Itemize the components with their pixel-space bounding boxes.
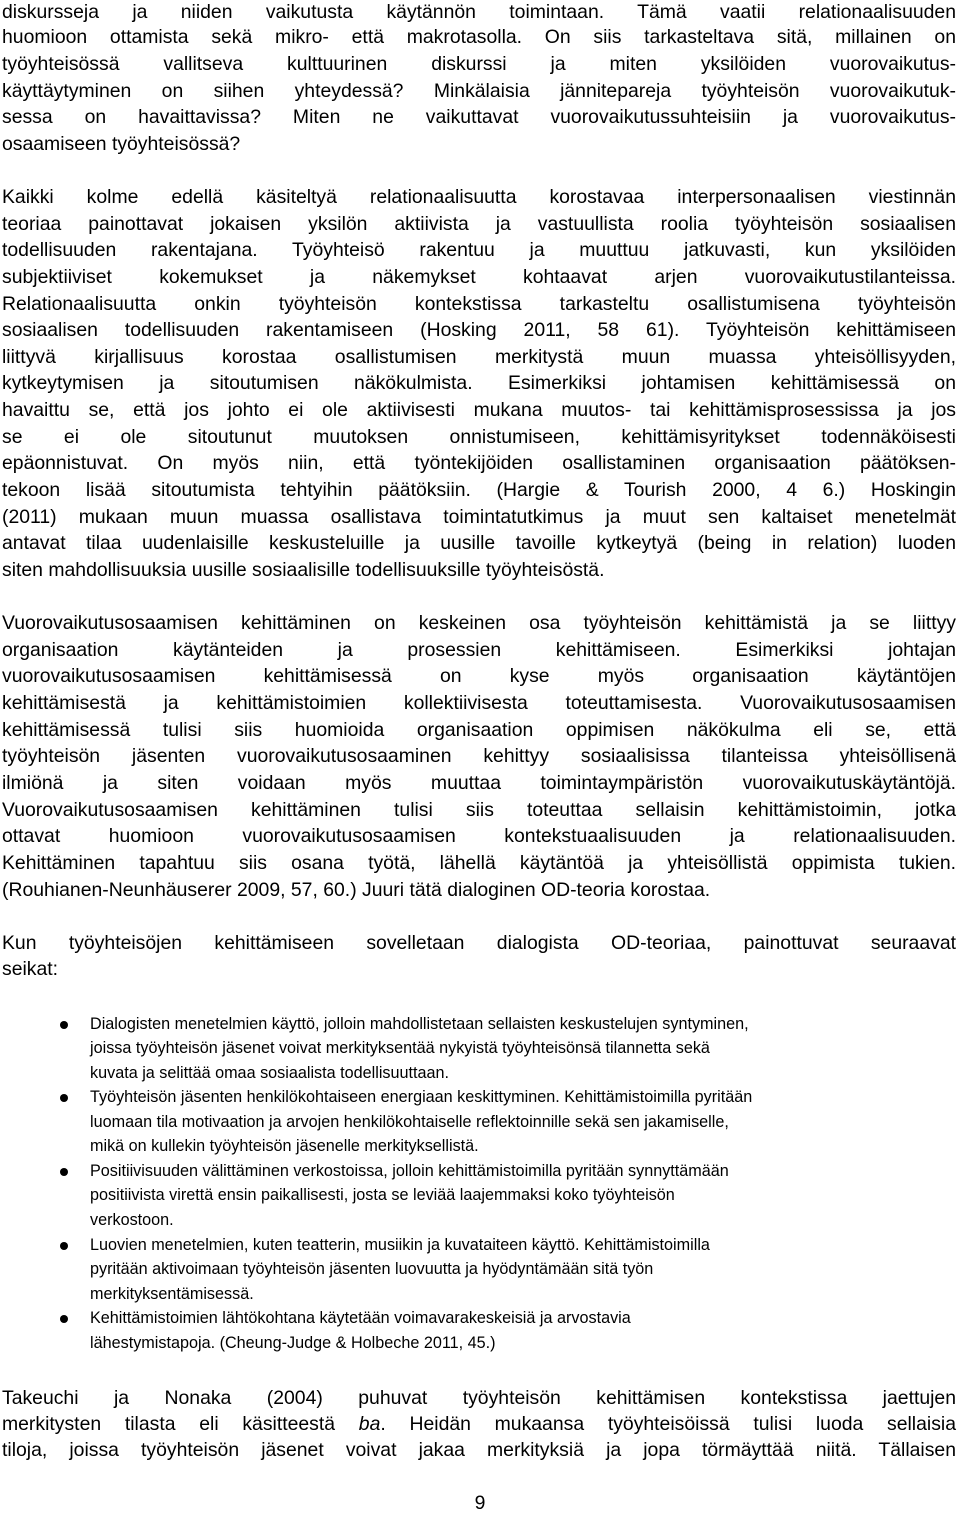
list-item-line: Luovien menetelmien, kuten teatterin, musiikin ja kuvataiteen käyttö. Kehittämistoimilla <box>90 1236 710 1254</box>
bullet-icon <box>60 1168 68 1176</box>
text-line: huomioon ottamista sekä mikro- että makrotasolla. On siis tarkasteltava sitä, millainen on <box>2 26 956 48</box>
text-line: Kehittäminen tapahtuu siis osana työtä, lähellä käytäntöä ja yhteisöllistä oppimista tukien. <box>2 852 956 874</box>
text-line: sessa on havaittavissa? Miten ne vaikuttavat vuorovaikutussuhteisiin ja vuorovaikutus- <box>2 106 956 128</box>
list-item-line: Kehittämistoimien lähtökohtana käytetään voimavarakeskeisiä ja arvostavia <box>90 1309 631 1327</box>
list-item-line: Työyhteisön jäsenten henkilökohtaiseen energiaan keskittyminen. Kehittämistoimilla pyritään <box>90 1088 753 1106</box>
text-line <box>2 1411 956 1437</box>
text-line: liittyvä kirjallisuus korostaa osallistumisen merkitystä muun muassa yhteisöllisyyden, <box>2 346 956 368</box>
text-line: työyhteisön jäsenten vuorovaikutusosaaminen kehittyy sosiaalisissa tilanteissa yhteisöllisenä <box>2 745 956 767</box>
list-item-line: kuvata ja selittää omaa sosiaalista todellisuuttaan. <box>90 1064 450 1082</box>
text-line: ilmiönä ja siten voidaan myös muuttaa toimintaympäristön vuorovaikutuskäytäntöjä. <box>2 772 956 794</box>
text-line: tiloja, joissa työyhteisön jäsenet voivat jakaa merkityksiä ja jopa törmäyttää niitä. Tällaisen <box>2 1439 956 1461</box>
list-item-line: Dialogisten menetelmien käyttö, jolloin mahdollistetaan sellaisten keskustelujen syntyminen, <box>90 1015 749 1033</box>
text-line: Relationaalisuutta onkin työyhteisön kontekstissa tarkasteltu osallistumisena työyhteisön <box>2 293 956 315</box>
text-line: seikat: <box>2 958 59 980</box>
list-item-line: Positiivisuuden välittäminen verkostoissa, jolloin kehittämistoimilla pyritään synnyttämään <box>90 1162 729 1180</box>
list-item-line: mikä on kullekin työyhteisön jäsenelle merkityksellistä. <box>90 1137 479 1155</box>
text-line: organisaation käytänteiden ja prosessien kehittämiseen. Esimerkiksi johtajan <box>2 639 956 661</box>
text-line: (2011) mukaan muun muassa osallistava toimintatutkimus ja muut sen kaltaiset menetelmät <box>2 506 956 528</box>
list-item-line: joissa työyhteisön jäsenet voivat merkityksentää nykyistä työyhteisönsä tilannetta sekä <box>90 1039 710 1057</box>
list-item-line: luomaan tila motivaation ja arvojen henkilökohtaiselle reflektoinnille sekä sen jakamiselle, <box>90 1113 729 1131</box>
text-line: käyttäytyminen on siihen yhteydessä? Minkälaisia jännitepareja työyhteisön vuorovaikutuk- <box>2 80 956 102</box>
text-line: vuorovaikutusosaamisen kehittämisessä on kyse myös organisaation käytäntöjen <box>2 665 956 687</box>
text-line: Kaikki kolme edellä käsiteltyä relationaalisuutta korostavaa interpersonaalisen viestinnän <box>2 186 956 208</box>
bullet-icon <box>60 1315 68 1323</box>
text-line: subjektiiviset kokemukset ja näkemykset kohtaavat arjen vuorovaikutustilanteissa. <box>2 266 956 288</box>
text-line: diskursseja ja niiden vaikutusta käytännön toimintaan. Tämä vaatii relationaalisuuden <box>2 1 956 23</box>
text-line: kytkeytymisen ja sitoutumisen näkökulmista. Esimerkiksi johtamisen kehittämisessä on <box>2 372 956 394</box>
page-number: 9 <box>474 1492 486 1514</box>
text-line: se ei ole sitoutunut muutoksen onnistumiseen, kehittämisyritykset todennäköisesti <box>2 426 956 448</box>
text-line: Kun työyhteisöjen kehittämiseen sovelletaan dialogista OD-teoriaa, painottuvat seuraavat <box>2 932 956 954</box>
bullet-icon <box>60 1021 68 1029</box>
text-line: Takeuchi ja Nonaka (2004) puhuvat työyhteisön kehittämisen kontekstissa jaettujen <box>2 1387 956 1409</box>
list-item-line: positiivista virettä ensin paikallisesti, josta se leviää laajemmaksi koko työyhteisön <box>90 1186 675 1204</box>
text-line: Vuorovaikutusosaamisen kehittäminen on keskeinen osa työyhteisön kehittämistä ja se liittyy <box>2 612 956 634</box>
text-line: todellisuuden rakentajana. Työyhteisö rakentuu ja muuttuu jatkuvasti, kun yksilöiden <box>2 239 956 261</box>
list-item-line: pyritään aktivoimaan työyhteisön jäsenten luovuutta ja hyödyntämään sitä työn <box>90 1260 654 1278</box>
text-line: siten mahdollisuuksia uusille sosiaalisille todellisuuksille työyhteisöstä. <box>2 559 605 581</box>
text-line: osaamiseen työyhteisössä? <box>2 133 241 155</box>
text-line: tekoon lisää sitoutumista tehtyihin päätöksiin. (Hargie & Tourish 2000, 4 6.) Hoskingin <box>2 479 956 501</box>
text-line: työyhteisössä vallitseva kulttuurinen diskurssi ja miten yksilöiden vuorovaikutus- <box>2 53 956 75</box>
text-line: havaittu se, että jos johto ei ole aktiivisesti mukana muutos- tai kehittämisprosessissa ja jos <box>2 399 956 421</box>
text-line: Vuorovaikutusosaamisen kehittäminen tulisi siis toteuttaa sellaisin kehittämistoimin, jotka <box>2 799 956 821</box>
text-line: ottavat huomioon vuorovaikutusosaamisen kontekstuaalisuuden ja relationaalisuuden. <box>2 825 956 847</box>
text-span: . Heidän mukaansa työyhteisöissä tulisi luoda sellaisia <box>380 1413 956 1435</box>
list-item-line: verkostoon. <box>90 1211 174 1229</box>
list-item-line: merkityksentämisessä. <box>90 1285 254 1303</box>
bullet-icon <box>60 1242 68 1250</box>
text-line: epäonnistuvat. On myös niin, että työntekijöiden osallistaminen organisaation päätöksen- <box>2 452 956 474</box>
text-span: merkitysten tilasta eli käsitteestä <box>2 1413 359 1435</box>
text-line: kehittämisessä tulisi siis huomioida organisaation oppimisen näkökulma eli se, että <box>2 719 956 741</box>
text-line: antavat tilaa uudenlaisille keskusteluille ja uusille tavoille kytkeytyä (being in relation) luoden <box>2 532 956 554</box>
text-line: (Rouhianen-Neunhäuserer 2009, 57, 60.) Juuri tätä dialoginen OD-teoria korostaa. <box>2 879 711 901</box>
text-line: sosiaalisen todellisuuden rakentamiseen (Hosking 2011, 58 61). Työyhteisön kehittämiseen <box>2 319 956 341</box>
text-line: teoriaa painottavat jokaisen yksilön aktiivista ja vastuullista roolia työyhteisön sosiaalisen <box>2 213 956 235</box>
list-item-line: lähestymistapoja. (Cheung-Judge & Holbeche 2011, 45.) <box>90 1334 496 1352</box>
term-ba: ba <box>358 1413 381 1435</box>
bullet-icon <box>60 1094 68 1102</box>
text-line: kehittämisestä ja kehittämistoimien kollektiivisesta toteuttamisesta. Vuorovaikutusosaamisen <box>2 692 956 714</box>
